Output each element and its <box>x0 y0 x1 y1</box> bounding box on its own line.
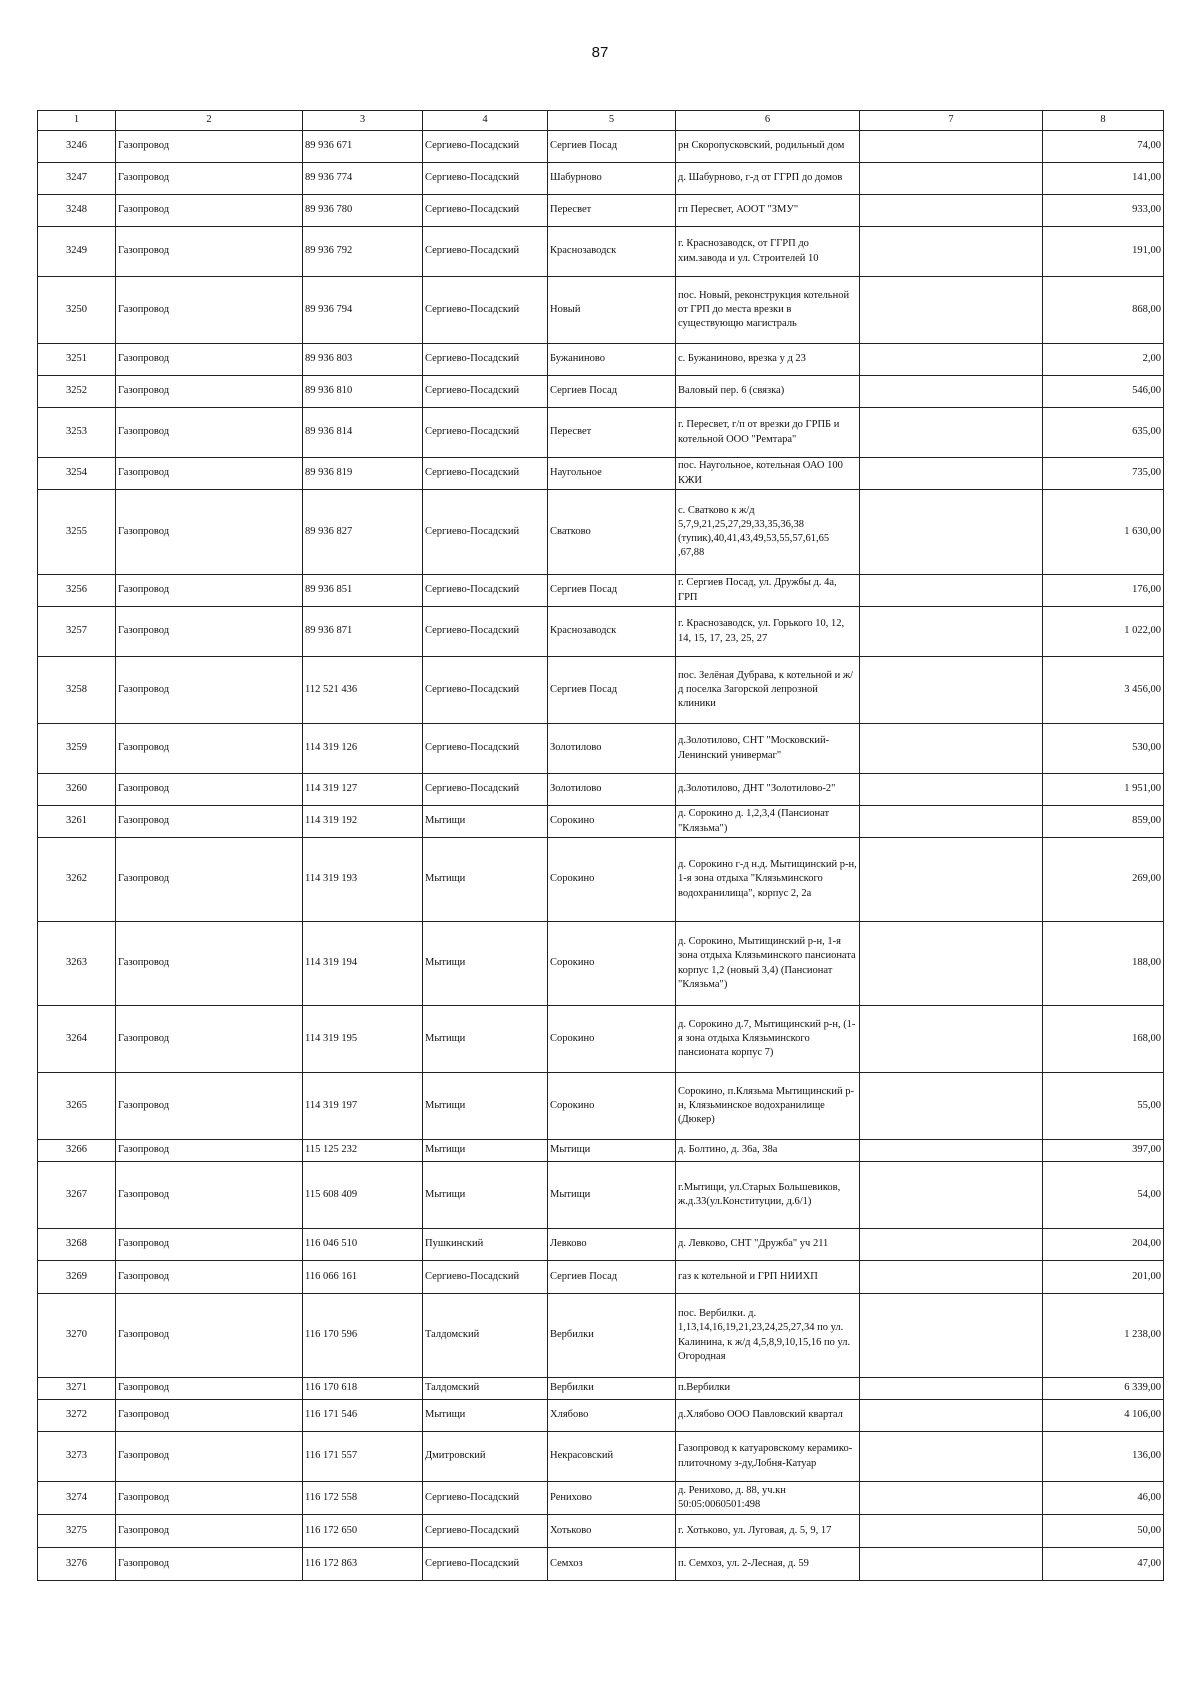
address: г. Краснозаводск, от ГГРП до хим.завода и ул. Строителей 10 <box>676 227 860 277</box>
object-type: Газопровод <box>116 657 303 724</box>
note <box>860 490 1043 575</box>
address: с. Бужаниново, врезка у д 23 <box>676 344 860 376</box>
length-value: 635,00 <box>1043 408 1164 458</box>
note <box>860 774 1043 806</box>
address: д.Золотилово, ДНТ "Золотилово-2" <box>676 774 860 806</box>
note <box>860 1162 1043 1229</box>
object-code: 116 171 546 <box>303 1400 423 1432</box>
object-type: Газопровод <box>116 344 303 376</box>
locality-name: Мытищи <box>548 1140 676 1162</box>
table-row <box>38 1400 1164 1432</box>
row-number: 3260 <box>38 774 116 806</box>
locality-name: Сергиев Посад <box>548 131 676 163</box>
locality-name: Некрасовский <box>548 1432 676 1482</box>
object-type: Газопровод <box>116 163 303 195</box>
length-value: 1 951,00 <box>1043 774 1164 806</box>
locality-name: Семхоз <box>548 1548 676 1581</box>
row-number: 3268 <box>38 1229 116 1261</box>
row-number: 3273 <box>38 1432 116 1482</box>
length-value: 1 630,00 <box>1043 490 1164 575</box>
object-type: Газопровод <box>116 1515 303 1548</box>
row-number: 3269 <box>38 1261 116 1294</box>
table-row <box>38 1548 1164 1581</box>
address: г. Пересвет, г/п от врезки до ГРПБ и котельной ООО "Ремтара" <box>676 408 860 458</box>
object-code: 116 066 161 <box>303 1261 423 1294</box>
row-number: 3270 <box>38 1294 116 1378</box>
length-value: 201,00 <box>1043 1261 1164 1294</box>
row-number: 3256 <box>38 575 116 607</box>
object-type: Газопровод <box>116 1006 303 1073</box>
object-code: 89 936 851 <box>303 575 423 607</box>
object-type: Газопровод <box>116 1162 303 1229</box>
table-row <box>38 575 1164 607</box>
district-name: Дмитровский <box>423 1432 548 1482</box>
length-value: 4 106,00 <box>1043 1400 1164 1432</box>
locality-name: Хотьково <box>548 1515 676 1548</box>
object-type: Газопровод <box>116 490 303 575</box>
district-name: Мытищи <box>423 838 548 922</box>
object-type: Газопровод <box>116 1548 303 1581</box>
length-value: 859,00 <box>1043 806 1164 838</box>
column-number-row <box>38 111 1164 131</box>
column-header: 6 <box>676 111 860 131</box>
object-type: Газопровод <box>116 724 303 774</box>
district-name: Сергиево-Посадский <box>423 131 548 163</box>
address: гп Пересвет, АООТ "ЗМУ" <box>676 195 860 227</box>
table-row <box>38 376 1164 408</box>
locality-name: Пересвет <box>548 195 676 227</box>
table-row <box>38 922 1164 1006</box>
length-value: 3 456,00 <box>1043 657 1164 724</box>
note <box>860 1294 1043 1378</box>
object-code: 112 521 436 <box>303 657 423 724</box>
length-value: 46,00 <box>1043 1482 1164 1515</box>
note <box>860 724 1043 774</box>
table-row <box>38 277 1164 344</box>
table-row <box>38 1515 1164 1548</box>
row-number: 3247 <box>38 163 116 195</box>
note <box>860 1482 1043 1515</box>
column-header: 8 <box>1043 111 1164 131</box>
object-code: 116 170 596 <box>303 1294 423 1378</box>
object-type: Газопровод <box>116 227 303 277</box>
table-row <box>38 1140 1164 1162</box>
row-number: 3274 <box>38 1482 116 1515</box>
object-code: 89 936 803 <box>303 344 423 376</box>
table-row <box>38 1073 1164 1140</box>
note <box>860 408 1043 458</box>
district-name: Мытищи <box>423 922 548 1006</box>
table-row <box>38 227 1164 277</box>
table-row <box>38 163 1164 195</box>
district-name: Сергиево-Посадский <box>423 657 548 724</box>
locality-name: Вербилки <box>548 1294 676 1378</box>
table-row <box>38 458 1164 490</box>
table-row <box>38 344 1164 376</box>
table-body <box>38 131 1164 1581</box>
district-name: Сергиево-Посадский <box>423 1261 548 1294</box>
note <box>860 163 1043 195</box>
table-row <box>38 490 1164 575</box>
object-code: 89 936 810 <box>303 376 423 408</box>
row-number: 3271 <box>38 1378 116 1400</box>
row-number: 3254 <box>38 458 116 490</box>
registry-table <box>37 110 1164 1581</box>
address: д.Хлябово ООО Павловский квартал <box>676 1400 860 1432</box>
locality-name: Ренихово <box>548 1482 676 1515</box>
length-value: 54,00 <box>1043 1162 1164 1229</box>
object-code: 89 936 671 <box>303 131 423 163</box>
note <box>860 1006 1043 1073</box>
table-row <box>38 1482 1164 1515</box>
note <box>860 1378 1043 1400</box>
note <box>860 607 1043 657</box>
length-value: 269,00 <box>1043 838 1164 922</box>
locality-name: Шабурново <box>548 163 676 195</box>
object-type: Газопровод <box>116 458 303 490</box>
note <box>860 131 1043 163</box>
object-code: 116 172 863 <box>303 1548 423 1581</box>
district-name: Сергиево-Посадский <box>423 408 548 458</box>
length-value: 397,00 <box>1043 1140 1164 1162</box>
row-number: 3253 <box>38 408 116 458</box>
note <box>860 1229 1043 1261</box>
note <box>860 1515 1043 1548</box>
locality-name: Новый <box>548 277 676 344</box>
note <box>860 344 1043 376</box>
locality-name: Пересвет <box>548 408 676 458</box>
row-number: 3264 <box>38 1006 116 1073</box>
row-number: 3266 <box>38 1140 116 1162</box>
length-value: 933,00 <box>1043 195 1164 227</box>
locality-name: Сорокино <box>548 806 676 838</box>
column-header: 2 <box>116 111 303 131</box>
object-type: Газопровод <box>116 774 303 806</box>
length-value: 546,00 <box>1043 376 1164 408</box>
note <box>860 806 1043 838</box>
object-code: 89 936 827 <box>303 490 423 575</box>
row-number: 3258 <box>38 657 116 724</box>
object-code: 89 936 814 <box>303 408 423 458</box>
district-name: Мытищи <box>423 806 548 838</box>
district-name: Сергиево-Посадский <box>423 227 548 277</box>
object-code: 116 170 618 <box>303 1378 423 1400</box>
object-type: Газопровод <box>116 1140 303 1162</box>
district-name: Сергиево-Посадский <box>423 344 548 376</box>
object-code: 89 936 780 <box>303 195 423 227</box>
object-type: Газопровод <box>116 277 303 344</box>
row-number: 3265 <box>38 1073 116 1140</box>
row-number: 3272 <box>38 1400 116 1432</box>
row-number: 3251 <box>38 344 116 376</box>
table-row <box>38 1432 1164 1482</box>
table-row <box>38 657 1164 724</box>
address: г. Сергиев Посад, ул. Дружбы д. 4а, ГРП <box>676 575 860 607</box>
district-name: Сергиево-Посадский <box>423 774 548 806</box>
object-code: 116 046 510 <box>303 1229 423 1261</box>
district-name: Мытищи <box>423 1006 548 1073</box>
object-code: 114 319 195 <box>303 1006 423 1073</box>
row-number: 3262 <box>38 838 116 922</box>
row-number: 3246 <box>38 131 116 163</box>
object-code: 114 319 194 <box>303 922 423 1006</box>
object-type: Газопровод <box>116 1229 303 1261</box>
locality-name: Сорокино <box>548 1073 676 1140</box>
row-number: 3252 <box>38 376 116 408</box>
district-name: Сергиево-Посадский <box>423 575 548 607</box>
row-number: 3275 <box>38 1515 116 1548</box>
locality-name: Краснозаводск <box>548 227 676 277</box>
table-row <box>38 1294 1164 1378</box>
object-type: Газопровод <box>116 1482 303 1515</box>
length-value: 191,00 <box>1043 227 1164 277</box>
column-header: 1 <box>38 111 116 131</box>
length-value: 2,00 <box>1043 344 1164 376</box>
district-name: Сергиево-Посадский <box>423 1548 548 1581</box>
locality-name: Бужаниново <box>548 344 676 376</box>
length-value: 204,00 <box>1043 1229 1164 1261</box>
address: д. Левково, СНТ "Дружба" уч 211 <box>676 1229 860 1261</box>
row-number: 3257 <box>38 607 116 657</box>
object-code: 89 936 792 <box>303 227 423 277</box>
object-code: 116 172 650 <box>303 1515 423 1548</box>
row-number: 3276 <box>38 1548 116 1581</box>
object-code: 115 608 409 <box>303 1162 423 1229</box>
district-name: Сергиево-Посадский <box>423 458 548 490</box>
address: пос. Наугольное, котельная ОАО 100 КЖИ <box>676 458 860 490</box>
locality-name: Сорокино <box>548 922 676 1006</box>
object-code: 116 171 557 <box>303 1432 423 1482</box>
object-code: 115 125 232 <box>303 1140 423 1162</box>
object-type: Газопровод <box>116 1400 303 1432</box>
table-row <box>38 838 1164 922</box>
object-code: 89 936 774 <box>303 163 423 195</box>
table-row <box>38 1006 1164 1073</box>
note <box>860 922 1043 1006</box>
district-name: Сергиево-Посадский <box>423 195 548 227</box>
object-code: 114 319 197 <box>303 1073 423 1140</box>
table-row <box>38 1162 1164 1229</box>
row-number: 3267 <box>38 1162 116 1229</box>
note <box>860 277 1043 344</box>
object-type: Газопровод <box>116 806 303 838</box>
locality-name: Сорокино <box>548 838 676 922</box>
district-name: Сергиево-Посадский <box>423 163 548 195</box>
length-value: 1 022,00 <box>1043 607 1164 657</box>
table-row <box>38 1378 1164 1400</box>
locality-name: Хлябово <box>548 1400 676 1432</box>
column-header: 5 <box>548 111 676 131</box>
object-code: 89 936 871 <box>303 607 423 657</box>
locality-name: Краснозаводск <box>548 607 676 657</box>
address: г. Хотьково, ул. Луговая, д. 5, 9, 17 <box>676 1515 860 1548</box>
note <box>860 657 1043 724</box>
district-name: Сергиево-Посадский <box>423 277 548 344</box>
length-value: 6 339,00 <box>1043 1378 1164 1400</box>
table-row <box>38 724 1164 774</box>
note <box>860 458 1043 490</box>
page-number: 87 <box>591 44 609 61</box>
table-row <box>38 1261 1164 1294</box>
address: г. Краснозаводск, ул. Горького 10, 12, 14, 15, 17, 23, 25, 27 <box>676 607 860 657</box>
address: п.Вербилки <box>676 1378 860 1400</box>
row-number: 3263 <box>38 922 116 1006</box>
object-code: 89 936 794 <box>303 277 423 344</box>
object-type: Газопровод <box>116 131 303 163</box>
address: с. Сватково к ж/д 5,7,9,21,25,27,29,33,35,36,38 (тупик),40,41,43,49,53,55,57,61,65 ,67,88 <box>676 490 860 575</box>
column-header: 3 <box>303 111 423 131</box>
locality-name: Сергиев Посад <box>548 575 676 607</box>
object-type: Газопровод <box>116 1073 303 1140</box>
note <box>860 1140 1043 1162</box>
district-name: Сергиево-Посадский <box>423 1482 548 1515</box>
district-name: Сергиево-Посадский <box>423 1515 548 1548</box>
district-name: Мытищи <box>423 1140 548 1162</box>
locality-name: Сватково <box>548 490 676 575</box>
length-value: 1 238,00 <box>1043 1294 1164 1378</box>
address: пос. Новый, реконструкция котельной от ГРП до места врезки в существующю магистраль <box>676 277 860 344</box>
locality-name: Наугольное <box>548 458 676 490</box>
object-type: Газопровод <box>116 195 303 227</box>
address: Сорокино, п.Клязьма Мытищинский р-н, Клязьминское водохранилище (Дюкер) <box>676 1073 860 1140</box>
length-value: 868,00 <box>1043 277 1164 344</box>
row-number: 3248 <box>38 195 116 227</box>
address: д. Болтино, д. 36а, 38а <box>676 1140 860 1162</box>
object-type: Газопровод <box>116 1432 303 1482</box>
district-name: Мытищи <box>423 1400 548 1432</box>
column-header: 7 <box>860 111 1043 131</box>
locality-name: Сергиев Посад <box>548 1261 676 1294</box>
locality-name: Золотилово <box>548 724 676 774</box>
length-value: 530,00 <box>1043 724 1164 774</box>
note <box>860 1400 1043 1432</box>
table-row <box>38 195 1164 227</box>
address: д. Шабурново, г-д от ГГРП до домов <box>676 163 860 195</box>
object-type: Газопровод <box>116 1378 303 1400</box>
table-row <box>38 1229 1164 1261</box>
row-number: 3249 <box>38 227 116 277</box>
length-value: 141,00 <box>1043 163 1164 195</box>
object-code: 114 319 126 <box>303 724 423 774</box>
address: Валовый пер. 6 (связка) <box>676 376 860 408</box>
object-type: Газопровод <box>116 838 303 922</box>
object-type: Газопровод <box>116 1261 303 1294</box>
length-value: 47,00 <box>1043 1548 1164 1581</box>
note <box>860 1073 1043 1140</box>
district-name: Сергиево-Посадский <box>423 376 548 408</box>
district-name: Мытищи <box>423 1073 548 1140</box>
district-name: Сергиево-Посадский <box>423 607 548 657</box>
address: д. Ренихово, д. 88, уч.кн 50:05:0060501:498 <box>676 1482 860 1515</box>
length-value: 74,00 <box>1043 131 1164 163</box>
length-value: 735,00 <box>1043 458 1164 490</box>
note <box>860 376 1043 408</box>
address: газ к котельной и ГРП НИИХП <box>676 1261 860 1294</box>
length-value: 50,00 <box>1043 1515 1164 1548</box>
length-value: 136,00 <box>1043 1432 1164 1482</box>
object-type: Газопровод <box>116 575 303 607</box>
length-value: 55,00 <box>1043 1073 1164 1140</box>
table-row <box>38 131 1164 163</box>
object-code: 114 319 127 <box>303 774 423 806</box>
length-value: 176,00 <box>1043 575 1164 607</box>
note <box>860 575 1043 607</box>
address: д. Сорокино д.7, Мытищинский р-н, (1-я зона отдыха Клязьминского пансионата корпус 7) <box>676 1006 860 1073</box>
length-value: 168,00 <box>1043 1006 1164 1073</box>
length-value: 188,00 <box>1043 922 1164 1006</box>
row-number: 3259 <box>38 724 116 774</box>
column-header: 4 <box>423 111 548 131</box>
address: д. Сорокино, Мытищинский р-н, 1-я зона отдыха Клязьминского пансионата корпус 1,2 (новый 3,4) (Пансионат "Клязьма") <box>676 922 860 1006</box>
table-row <box>38 806 1164 838</box>
object-code: 89 936 819 <box>303 458 423 490</box>
district-name: Талдомский <box>423 1378 548 1400</box>
row-number: 3255 <box>38 490 116 575</box>
locality-name: Сергиев Посад <box>548 657 676 724</box>
district-name: Сергиево-Посадский <box>423 490 548 575</box>
address: Газопровод к катуаровскому керамико-плиточному з-ду,Лобня-Катуар <box>676 1432 860 1482</box>
note <box>860 838 1043 922</box>
note <box>860 195 1043 227</box>
table-row <box>38 607 1164 657</box>
table-row <box>38 774 1164 806</box>
object-code: 114 319 193 <box>303 838 423 922</box>
object-type: Газопровод <box>116 376 303 408</box>
district-name: Сергиево-Посадский <box>423 724 548 774</box>
address: д. Сорокино г-д н.д. Мытищинский р-н, 1-я зона отдыха "Клязьминского водохранилища", корпус 2, 2а <box>676 838 860 922</box>
address: г.Мытищи, ул.Старых Большевиков, ж.д.33(ул.Конституции, д.6/1) <box>676 1162 860 1229</box>
object-code: 116 172 558 <box>303 1482 423 1515</box>
locality-name: Сергиев Посад <box>548 376 676 408</box>
district-name: Пушкинский <box>423 1229 548 1261</box>
address: п. Семхоз, ул. 2-Лесная, д. 59 <box>676 1548 860 1581</box>
address: д. Сорокино д. 1,2,3,4 (Пансионат "Клязьма") <box>676 806 860 838</box>
locality-name: Золотилово <box>548 774 676 806</box>
locality-name: Вербилки <box>548 1378 676 1400</box>
locality-name: Сорокино <box>548 1006 676 1073</box>
address: рн Скоропусковский, родильный дом <box>676 131 860 163</box>
note <box>860 227 1043 277</box>
locality-name: Левково <box>548 1229 676 1261</box>
object-type: Газопровод <box>116 1294 303 1378</box>
district-name: Мытищи <box>423 1162 548 1229</box>
row-number: 3250 <box>38 277 116 344</box>
object-type: Газопровод <box>116 607 303 657</box>
address: пос. Зелёная Дубрава, к котельной и ж/д поселка Загорской лепрозной клиники <box>676 657 860 724</box>
address: д.Золотилово, СНТ "Московский-Ленинский универмаг" <box>676 724 860 774</box>
object-code: 114 319 192 <box>303 806 423 838</box>
address: пос. Вербилки. д. 1,13,14,16,19,21,23,24,25,27,34 по ул. Калинина, к ж/д 4,5,8,9,10,15,16 по ул. Огородная <box>676 1294 860 1378</box>
locality-name: Мытищи <box>548 1162 676 1229</box>
note <box>860 1261 1043 1294</box>
note <box>860 1432 1043 1482</box>
district-name: Талдомский <box>423 1294 548 1378</box>
row-number: 3261 <box>38 806 116 838</box>
object-type: Газопровод <box>116 922 303 1006</box>
object-type: Газопровод <box>116 408 303 458</box>
table-row <box>38 408 1164 458</box>
note <box>860 1548 1043 1581</box>
